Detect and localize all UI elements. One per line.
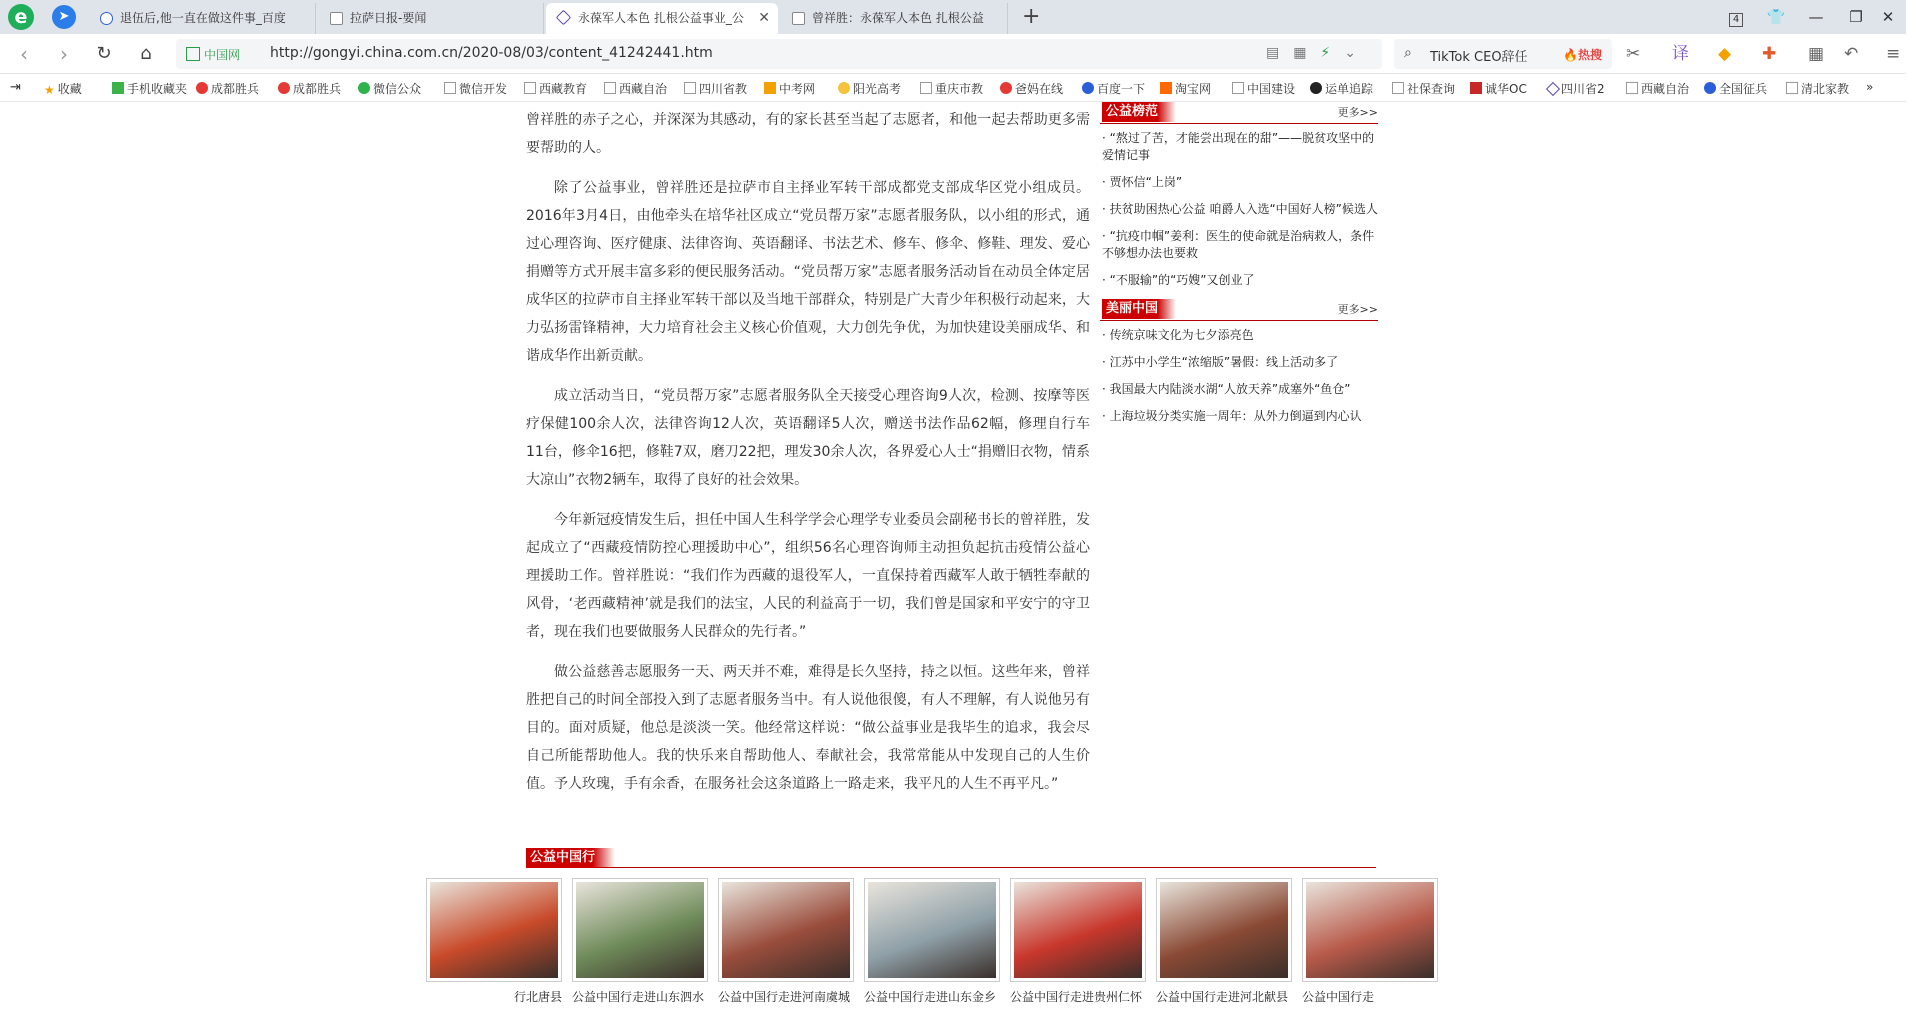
shield-icon[interactable]: ◆ xyxy=(1718,44,1732,64)
exam-icon xyxy=(764,82,776,94)
bookmark-item[interactable] xyxy=(1160,80,1220,97)
article-paragraph: 做公益慈善志愿服务一天、两天并不难，难得是长久坚持，持之以恒。这些年来，曾祥胜把自己的时间全部投入到了志愿者服务当中。有人说他很傻，有人不理解，有人说他另有目的。面对质疑，他总是淡淡一笑。他经常这样说：“做公益事业是我毕生的追求，我会尽自己所能帮助他人。我的快乐来自帮助他人、奉献社会，我常常能从中发现自己的人生价值。予人玫瑰，手有余香，在服务社会这条道路上一路走来，我平凡的人生不再平凡。” xyxy=(526,664,1090,792)
news-item[interactable]: · “熬过了苦，才能尝出现在的甜”——脱贫攻坚中的爱情记事 xyxy=(1100,130,1378,164)
gallery-caption[interactable]: 公益中国行走进山东泗水 xyxy=(572,990,705,1004)
gallery-caption[interactable]: 公益中国行走进贵州仁怀 xyxy=(1010,990,1143,1004)
gallery-thumbnails xyxy=(513,878,1376,1008)
search-input[interactable] xyxy=(1394,39,1612,69)
bookmark-item[interactable] xyxy=(524,80,588,97)
news-list xyxy=(1100,130,1378,289)
bolt-icon[interactable]: ⚡ xyxy=(1320,45,1345,61)
news-item[interactable]: · 我国最大内陆淡水湖“人放天养”成塞外“鱼仓” xyxy=(1100,381,1378,398)
article-paragraph: 除了公益事业，曾祥胜还是拉萨市自主择业军转干部成都党支部成华区党小组成员。2016年3月4日，由他牵头在培华社区成立“党员帮万家”志愿者服务队，以小组的形式，通过心理咨询、医疗健康、法律咨询、英语翻译、书法艺术、修车、修伞、修鞋、理发、爱心捐赠等方式开展丰富多彩的便民服务活动。“党员帮万家”志愿者服务活动旨在动员全体定居成华区的拉萨市自主择业军转干部以及当地干部群众，特别是广大青少年积极行动起来，大力弘扬雷锋精神，大力培育社会主义核心价值观，大力创先争优，为加快建设美丽成华、和谐成华作出新贡献。 xyxy=(526,180,1090,364)
more-link[interactable]: 更多>> xyxy=(1337,106,1378,119)
section-header-meili xyxy=(1100,299,1378,321)
paw-icon xyxy=(1704,82,1716,94)
article-paragraph: 曾祥胜的赤子之心，并深深为其感动，有的家长甚至当起了志愿者，和他一起去帮助更多需要帮助的人。 xyxy=(526,112,1090,156)
gallery-caption[interactable]: 公益中国行走进河南虞城 xyxy=(718,990,851,1004)
page-icon xyxy=(524,82,536,94)
bookmark-label: 清北家教 xyxy=(1801,82,1850,96)
more-link[interactable]: 更多>> xyxy=(1337,303,1378,316)
news-item[interactable]: · 传统京味文化为七夕添亮色 xyxy=(1100,327,1378,344)
page-icon xyxy=(920,82,932,94)
diamond-icon xyxy=(556,10,572,26)
page-icon xyxy=(1392,82,1404,94)
gallery-caption[interactable]: 行北唐县 xyxy=(513,990,562,1004)
bookmark-label: 四川省教 xyxy=(699,82,748,96)
photo xyxy=(576,882,704,978)
photo-frame xyxy=(1010,878,1146,982)
news-item[interactable]: · 扶贫助困热心公益 咱爵人入选“中国好人榜”候选人 xyxy=(1100,201,1378,218)
url-tools xyxy=(1266,45,1370,61)
gallery-item[interactable] xyxy=(718,878,854,1006)
bookmark-item[interactable] xyxy=(112,80,188,97)
sidebar xyxy=(1100,102,1378,455)
bookmark-label: 微信开发 xyxy=(459,82,508,96)
photo xyxy=(722,882,850,978)
bookmark-label: 全国征兵 xyxy=(1719,82,1768,96)
news-list xyxy=(1100,327,1378,455)
news-item[interactable]: · “不服输”的“巧嫂”又创业了 xyxy=(1100,272,1378,289)
bookmark-item[interactable] xyxy=(920,80,984,97)
gallery-item[interactable] xyxy=(1010,878,1146,1006)
address-toolbar xyxy=(0,34,1906,74)
bookmark-item[interactable] xyxy=(358,80,426,97)
wechat-icon xyxy=(358,82,370,94)
home-icon[interactable]: ⌂ xyxy=(140,43,152,64)
translate-icon[interactable]: 译 xyxy=(1672,44,1689,64)
chevron-down-icon[interactable]: ⌄ xyxy=(1344,45,1370,61)
gallery-item[interactable] xyxy=(572,878,708,1006)
bookmark-item[interactable] xyxy=(1310,80,1382,97)
bookmark-label: 西藏教育 xyxy=(539,82,588,96)
tab-2[interactable] xyxy=(318,3,544,34)
back-icon[interactable]: ‹ xyxy=(20,42,28,66)
apps-grid-icon[interactable]: ▦ xyxy=(1808,44,1825,64)
bookmark-item[interactable] xyxy=(604,80,668,97)
section-title: 公益榜范 xyxy=(1102,102,1176,122)
taobao-icon xyxy=(1160,82,1172,94)
bookmark-item[interactable] xyxy=(1548,80,1612,97)
paw-icon xyxy=(1082,82,1094,94)
paw-icon xyxy=(100,12,113,25)
tab-4[interactable] xyxy=(780,3,1008,34)
bookmark-item[interactable] xyxy=(1786,80,1850,97)
photo xyxy=(868,882,996,978)
photo xyxy=(430,882,558,978)
bookmark-item[interactable] xyxy=(1232,80,1296,97)
page-icon xyxy=(792,12,805,25)
tab-bar xyxy=(0,0,1906,34)
minimize-icon[interactable]: — xyxy=(1808,8,1824,26)
brand-icon xyxy=(1470,82,1482,94)
sun-icon xyxy=(838,82,850,94)
bookmark-label: 社保查询 xyxy=(1407,82,1456,96)
heart-icon xyxy=(278,82,290,94)
close-tab-icon[interactable]: ✕ xyxy=(758,10,770,26)
restore-icon[interactable]: ❐ xyxy=(1849,8,1863,26)
photo-frame xyxy=(1156,878,1292,982)
bookmark-label: 诚华OC xyxy=(1485,82,1527,96)
forward-icon[interactable]: › xyxy=(60,42,68,66)
gallery-item[interactable] xyxy=(1156,878,1292,1006)
parent-icon xyxy=(1000,82,1012,94)
tab-label: 退伍后,他一直在做这件事_百度 xyxy=(120,11,286,25)
undo-icon[interactable]: ↶ xyxy=(1844,44,1859,64)
phone-icon xyxy=(112,82,124,94)
article-paragraph: 今年新冠疫情发生后，担任中国人生科学学会心理学专业委员会副秘书长的曾祥胜，发起成立了“西藏疫情防控心理援助中心”，组织56名心理咨询师主动担负起抗击疫情公益心理援助工作。曾祥胜说：“我们作为西藏的退役军人，一直保持着西藏军人敢于牺牲奉献的风骨，‘老西藏精神’就是我们的法宝，人民的利益高于一切，我们曾是国家和平安宁的守卫者，现在我们也要做服务人民群众的先行者。” xyxy=(526,512,1090,640)
bookmark-label: 成都胜兵 xyxy=(293,82,342,96)
photo xyxy=(1306,882,1434,978)
bookmark-label: 爸妈在线 xyxy=(1015,82,1064,96)
page-icon xyxy=(1786,82,1798,94)
tab-label: 曾祥胜：永葆军人本色 扎根公益 xyxy=(812,11,984,25)
sidebar-toggle-icon[interactable]: ⇥ xyxy=(10,80,21,95)
bookmark-label: 微信公众 xyxy=(373,82,422,96)
browser-logo-icon[interactable]: e xyxy=(8,4,34,30)
heart-icon xyxy=(196,82,208,94)
bookmark-item[interactable] xyxy=(684,80,748,97)
scissors-icon[interactable]: ✂ xyxy=(1626,44,1641,64)
page-icon xyxy=(684,82,696,94)
photo xyxy=(1160,882,1288,978)
bookmark-label: 西藏自治 xyxy=(619,82,668,96)
bookmark-label: 西藏自治 xyxy=(1641,82,1690,96)
game-icon[interactable]: ✚ xyxy=(1762,44,1777,64)
refresh-icon[interactable]: ↻ xyxy=(96,43,112,64)
bookmark-label: 中国建设 xyxy=(1247,82,1296,96)
bookmark-label: 阳光高考 xyxy=(853,82,902,96)
close-window-icon[interactable]: ✕ xyxy=(1881,8,1895,26)
menu-icon[interactable]: ≡ xyxy=(1886,44,1901,64)
tab-label: 永葆军人本色 扎根公益事业_公 xyxy=(578,11,744,25)
url-field[interactable] xyxy=(176,39,1382,69)
photo-frame xyxy=(572,878,708,982)
gallery-item[interactable] xyxy=(1302,878,1438,1006)
section-title: 美丽中国 xyxy=(1102,299,1176,319)
bookmark-item[interactable] xyxy=(1082,80,1150,97)
photo-frame xyxy=(426,878,562,982)
tab-1[interactable] xyxy=(88,3,316,34)
photo-frame xyxy=(1302,878,1438,982)
sf-express-icon xyxy=(1310,82,1322,94)
star-icon: ★ xyxy=(44,83,55,97)
news-item[interactable]: · 上海垃圾分类实施一周年：从外力倒逼到内心认 xyxy=(1100,408,1378,425)
gallery-title: 公益中国行 xyxy=(526,848,615,868)
certificate-icon xyxy=(186,47,200,61)
navigation-compass-icon[interactable]: ➤ xyxy=(52,5,76,29)
diamond-icon xyxy=(1546,82,1560,96)
tab-count-badge[interactable] xyxy=(1716,0,1756,34)
bookmark-item[interactable] xyxy=(1704,80,1774,97)
bookmark-item[interactable] xyxy=(444,80,508,97)
article-paragraph: 成立活动当日，“党员帮万家”志愿者服务队全天接受心理咨询9人次，检测、按摩等医疗保健100余人次，法律咨询12人次，英语翻译5人次，赠送书法作品62幅，修理自行车11台，修伞16把，修鞋7双，磨刀22把，理发30余人次，各界爱心人士“捐赠旧衣物，情系大凉山”衣物2辆车，取得了良好的社会效果。 xyxy=(526,388,1090,488)
bookmark-item[interactable] xyxy=(278,80,340,97)
gallery-caption[interactable]: 公益中国行走进河北献县 xyxy=(1156,990,1289,1004)
page-icon xyxy=(444,82,456,94)
search-query[interactable]: TikTok CEO辞任 xyxy=(1430,50,1528,65)
bookmark-item[interactable] xyxy=(196,80,258,97)
bookmark-item[interactable] xyxy=(1000,80,1066,97)
gallery-item[interactable] xyxy=(864,878,1000,1006)
bookmark-item[interactable] xyxy=(838,80,902,97)
bookmark-item[interactable] xyxy=(1470,80,1534,97)
news-item[interactable]: · “抗疫巾帼”姜利：医生的使命就是治病救人，条件不够想办法也要救 xyxy=(1100,228,1378,262)
news-item[interactable]: · 江苏中小学生“浓缩版”暑假：线上活动多了 xyxy=(1100,354,1378,371)
tab-3-active[interactable] xyxy=(546,3,778,34)
tab-label: 拉萨日报-要闻 xyxy=(350,11,427,25)
bookmark-label: 四川省2 xyxy=(1561,82,1605,96)
reader-icon[interactable]: ▤ xyxy=(1265,45,1294,61)
photo xyxy=(1014,882,1142,978)
bookmark-label: 重庆市教 xyxy=(935,82,984,96)
bookmark-label: 淘宝网 xyxy=(1175,82,1212,96)
bookmark-label: 中考网 xyxy=(779,82,816,96)
site-badge[interactable] xyxy=(186,46,240,63)
hot-search-badge[interactable]: 🔥热搜 xyxy=(1563,48,1602,62)
bookmark-label: 运单追踪 xyxy=(1325,82,1374,96)
page-icon xyxy=(1232,82,1244,94)
tab-count-label: 4 xyxy=(1729,13,1743,27)
bookmark-label: 手机收藏夹 xyxy=(127,82,188,96)
page-icon xyxy=(1626,82,1638,94)
hot-label: 热搜 xyxy=(1577,48,1602,62)
more-bookmarks-icon[interactable]: » xyxy=(1866,80,1874,94)
shirt-icon[interactable]: 👕 xyxy=(1766,8,1786,26)
gallery-header xyxy=(526,846,1376,868)
page-icon xyxy=(330,12,343,25)
gallery-item[interactable] xyxy=(426,878,562,1006)
bookmark-item[interactable] xyxy=(1626,80,1690,97)
bookmark-item[interactable] xyxy=(44,80,104,97)
bookmarks-bar xyxy=(0,74,1906,102)
bookmark-item[interactable] xyxy=(764,80,824,97)
bookmark-item[interactable] xyxy=(1392,80,1456,97)
bookmark-label: 百度一下 xyxy=(1097,82,1146,96)
bookmark-label: 收藏 xyxy=(57,82,82,96)
photo-frame xyxy=(718,878,854,982)
search-icon: ⌕ xyxy=(1404,45,1412,61)
gallery-caption[interactable]: 公益中国行走 xyxy=(1302,990,1375,1004)
photo-frame xyxy=(864,878,1000,982)
new-tab-button[interactable]: + xyxy=(1022,4,1041,29)
page-icon xyxy=(604,82,616,94)
gallery-caption[interactable]: 公益中国行走进山东金乡 xyxy=(864,990,997,1004)
section-header-gongyi xyxy=(1100,102,1378,124)
site-label: 中国网 xyxy=(204,48,241,62)
article-body xyxy=(526,106,1090,810)
bookmark-label: 成都胜兵 xyxy=(211,82,260,96)
gallery-section xyxy=(513,846,1376,1004)
news-item[interactable]: · 贾怀信“上岗” xyxy=(1100,174,1378,191)
url-text[interactable]: http://gongyi.china.com.cn/2020-08/03/content_41242441.htm xyxy=(270,45,713,61)
grid-icon[interactable]: ▦ xyxy=(1293,45,1321,61)
